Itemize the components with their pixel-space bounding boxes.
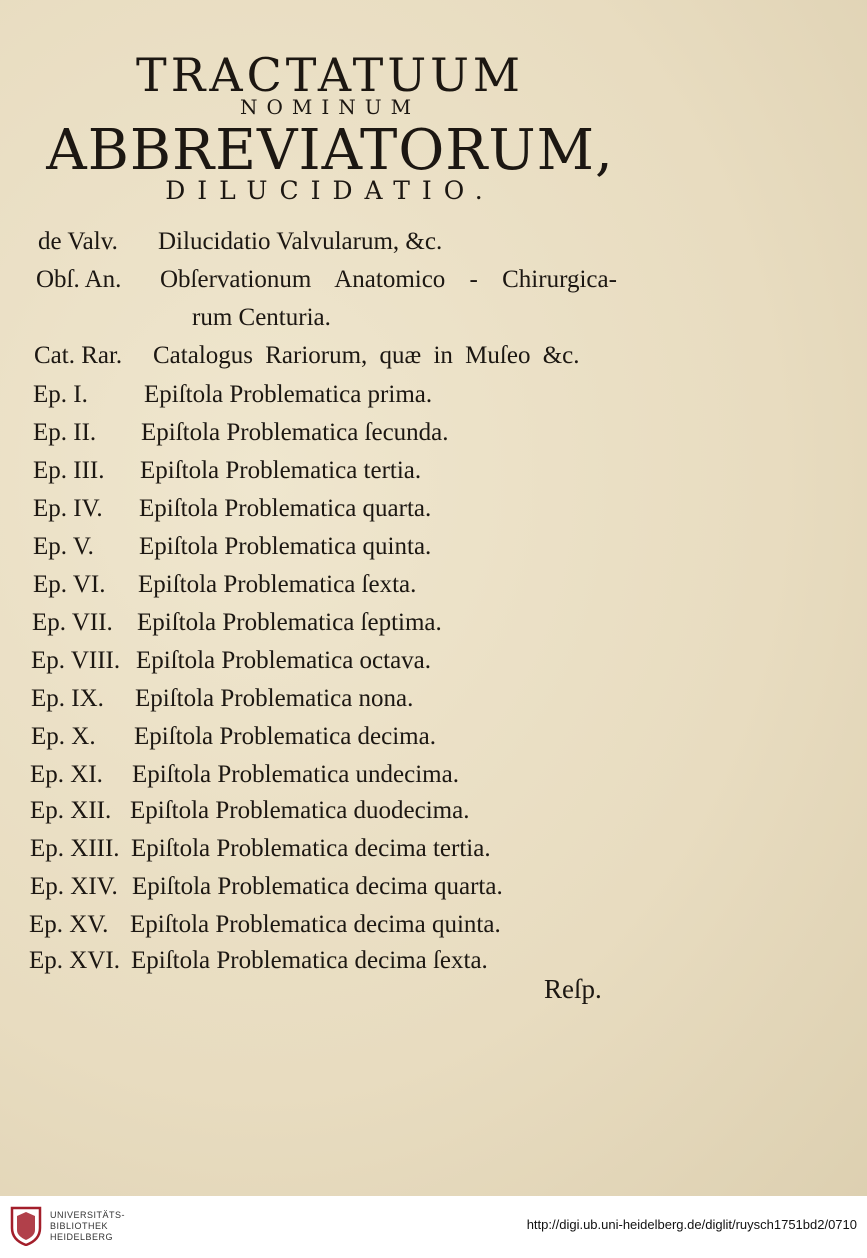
entry-row [0, 266, 867, 304]
entry-abbreviation: Ep. IV. [33, 495, 103, 522]
entry-abbreviation: Ep. II. [33, 419, 97, 446]
entry-row [0, 761, 867, 799]
entry-row [0, 304, 867, 342]
entry-abbreviation: Ep. XVI. [29, 947, 120, 974]
entry-abbreviation: Ep. IX. [31, 685, 104, 712]
entry-abbreviation: Ep. XI. [30, 761, 103, 788]
entry-row [0, 685, 867, 723]
entry-abbreviation: Ep. VI. [33, 571, 106, 598]
entry-row [0, 835, 867, 873]
entry-row [0, 571, 867, 609]
entry-row [0, 495, 867, 533]
entry-row [0, 723, 867, 761]
title-line-tractatuum: TRACTATUUM [136, 48, 524, 102]
library-name [50, 1210, 125, 1243]
entry-row [0, 381, 867, 419]
title-line-abbreviatorum: ABBREVIATORUM, [46, 118, 614, 183]
entry-abbreviation: Ep. VII. [32, 609, 113, 636]
source-url-link[interactable]: http://digi.ub.uni-heidelberg.de/diglit/ruysch1751bd2/0710 [526, 1217, 857, 1232]
entry-row [0, 457, 867, 495]
entry-abbreviation: Ep. XII. [30, 797, 112, 824]
entry-description: Epiſtola Problematica ſecunda. [141, 419, 449, 446]
entry-abbreviation: Ep. XIV. [30, 873, 118, 900]
library-name-line: BIBLIOTHEK [50, 1221, 109, 1231]
entry-abbreviation: Cat. Rar. [34, 342, 123, 369]
entry-row [0, 419, 867, 457]
entry-row [0, 873, 867, 911]
entry-description: Catalogus Rariorum, quæ in Muſeo &c. [153, 342, 580, 369]
title-line-dilucidatio: DILUCIDATIO. [165, 176, 495, 205]
entry-description: Epiſtola Problematica ſexta. [138, 571, 417, 598]
entry-description: Epiſtola Problematica ſeptima. [137, 609, 442, 636]
entry-row [0, 533, 867, 571]
entry-abbreviation: de Valv. [38, 228, 118, 255]
university-seal-icon [10, 1206, 42, 1246]
entry-description: Obſervationum Anatomico - Chirurgica- [160, 266, 617, 293]
entry-description: rum Centuria. [192, 304, 331, 331]
entry-abbreviation: Ep. V. [33, 533, 94, 560]
library-name-line: UNIVERSITÄTS- [50, 1210, 126, 1220]
entry-description: Epiſtola Problematica decima quarta. [132, 873, 503, 900]
entry-abbreviation: Ep. X. [31, 723, 96, 750]
entry-description: Epiſtola Problematica decima. [134, 723, 436, 750]
entry-description: Epiſtola Problematica prima. [144, 381, 433, 408]
entry-description: Epiſtola Problematica duodecima. [130, 797, 470, 824]
entry-abbreviation: Ep. III. [33, 457, 105, 484]
title-line-nominum: NOMINUM [239, 95, 421, 119]
entry-description: Epiſtola Problematica nona. [135, 685, 414, 712]
entry-description: Epiſtola Problematica undecima. [132, 761, 459, 788]
entry-description: Epiſtola Problematica quinta. [139, 533, 432, 560]
entry-row [0, 609, 867, 647]
entry-description: Epiſtola Problematica octava. [136, 647, 432, 674]
entry-description: Epiſtola Problematica decima ſexta. [131, 947, 488, 974]
library-name-line: HEIDELBERG [50, 1232, 114, 1242]
entry-description: Epiſtola Problematica tertia. [140, 457, 422, 484]
entry-description: Epiſtola Problematica quarta. [139, 495, 432, 522]
entry-row [0, 647, 867, 685]
entry-row [0, 228, 867, 266]
entry-description: Dilucidatio Valvularum, &c. [158, 228, 443, 255]
catchword: Reſp. [544, 974, 602, 1004]
entry-row [0, 342, 867, 380]
entry-description: Epiſtola Problematica decima quinta. [130, 911, 501, 938]
entry-row [0, 947, 867, 985]
viewer-footer [0, 1196, 867, 1258]
entry-row [0, 911, 867, 949]
entry-abbreviation: Ep. I. [33, 381, 88, 408]
entry-abbreviation: Ep. XV. [29, 911, 109, 938]
entry-abbreviation: Obſ. An. [36, 266, 122, 293]
entry-row [0, 797, 867, 835]
entry-description: Epiſtola Problematica decima tertia. [131, 835, 491, 862]
entry-abbreviation: Ep. XIII. [30, 835, 120, 862]
entry-abbreviation: Ep. VIII. [31, 647, 121, 674]
